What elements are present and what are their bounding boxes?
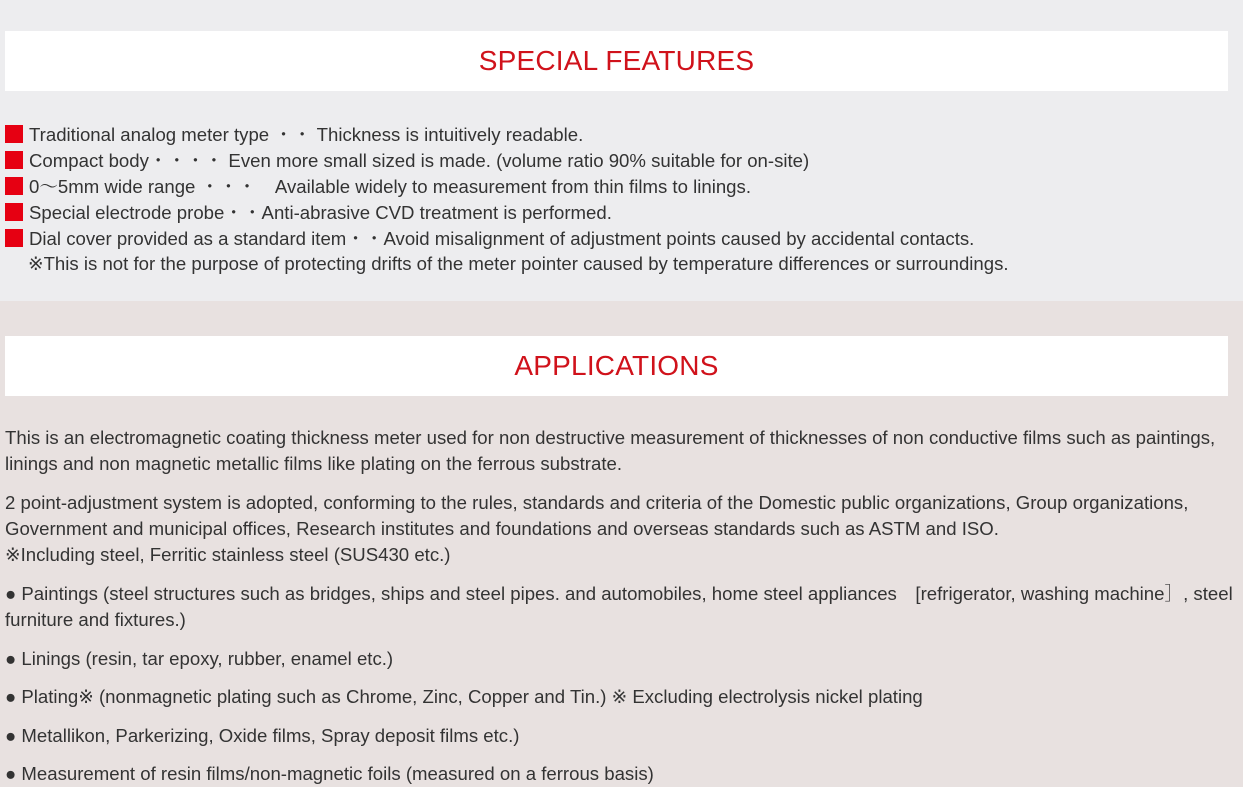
application-item: ● Measurement of resin films/non-magnetic foils (measured on a ferrous basis) [5, 763, 654, 784]
red-square-icon [5, 229, 23, 247]
feature-text: Dial cover provided as a standard item・・Avoid misalignment of adjustment points caused by accidental contacts. [29, 228, 975, 249]
feature-text: Traditional analog meter type ・・ Thickness is intuitively readable. [29, 124, 584, 145]
special-features-heading-box [5, 31, 1228, 91]
applications-section [0, 301, 1243, 787]
standards-note: ※Including steel, Ferritic stainless steel (SUS430 etc.) [5, 544, 451, 565]
application-item: ● Paintings (steel structures such as bridges, ships and steel pipes. and automobiles, home steel appliances [refrigerator, washing machine］, steel furniture and fixtures.) [5, 583, 1233, 630]
red-square-icon [5, 125, 23, 143]
applications-list [5, 581, 1238, 787]
feature-note: ※This is not for the purpose of protecting drifts of the meter pointer caused by temperature differences or surroundings. [28, 253, 1009, 274]
application-item: ● Linings (resin, tar epoxy, rubber, enamel etc.) [5, 647, 394, 669]
feature-item [5, 173, 1243, 199]
applications-heading-box [5, 336, 1228, 396]
feature-item [5, 147, 1243, 173]
red-square-icon [5, 177, 23, 195]
application-item: ● Metallikon, Parkerizing, Oxide films, Spray deposit films etc.) [5, 724, 520, 746]
red-square-icon [5, 203, 23, 221]
applications-intro-paragraph: This is an electromagnetic coating thickness meter used for non destructive measurement of thicknesses of non conductive films such as paintings, linings and non magnetic metallic films like plating on the ferrous substrate. [5, 427, 1216, 474]
feature-text: 0～5mm wide range ・・・ Available widely to measurement from thin films to linings. [29, 176, 751, 197]
feature-item [5, 225, 1243, 251]
feature-item [5, 121, 1243, 147]
features-list [0, 121, 1243, 251]
applications-body [0, 425, 1243, 787]
red-square-icon [5, 151, 23, 169]
applications-title: APPLICATIONS [514, 350, 719, 381]
feature-text: Compact body・・・・ Even more small sized is made. (volume ratio 90% suitable for on-site) [29, 150, 810, 171]
special-features-section [0, 0, 1243, 301]
feature-text: Special electrode probe・・Anti-abrasive CVD treatment is performed. [29, 202, 612, 223]
application-item: ● Plating※ (nonmagnetic plating such as Chrome, Zinc, Copper and Tin.) ※ Excluding electrolysis nickel plating [5, 686, 923, 707]
feature-item [5, 199, 1243, 225]
standards-text: 2 point-adjustment system is adopted, conforming to the rules, standards and criteria of the Domestic public organizations, Group organizations, Government and municipal offices, Research institutes and foundations and overseas standards such as ASTM and ISO. [5, 492, 1189, 539]
special-features-title: SPECIAL FEATURES [478, 45, 755, 76]
applications-standards-paragraph [5, 490, 1238, 568]
